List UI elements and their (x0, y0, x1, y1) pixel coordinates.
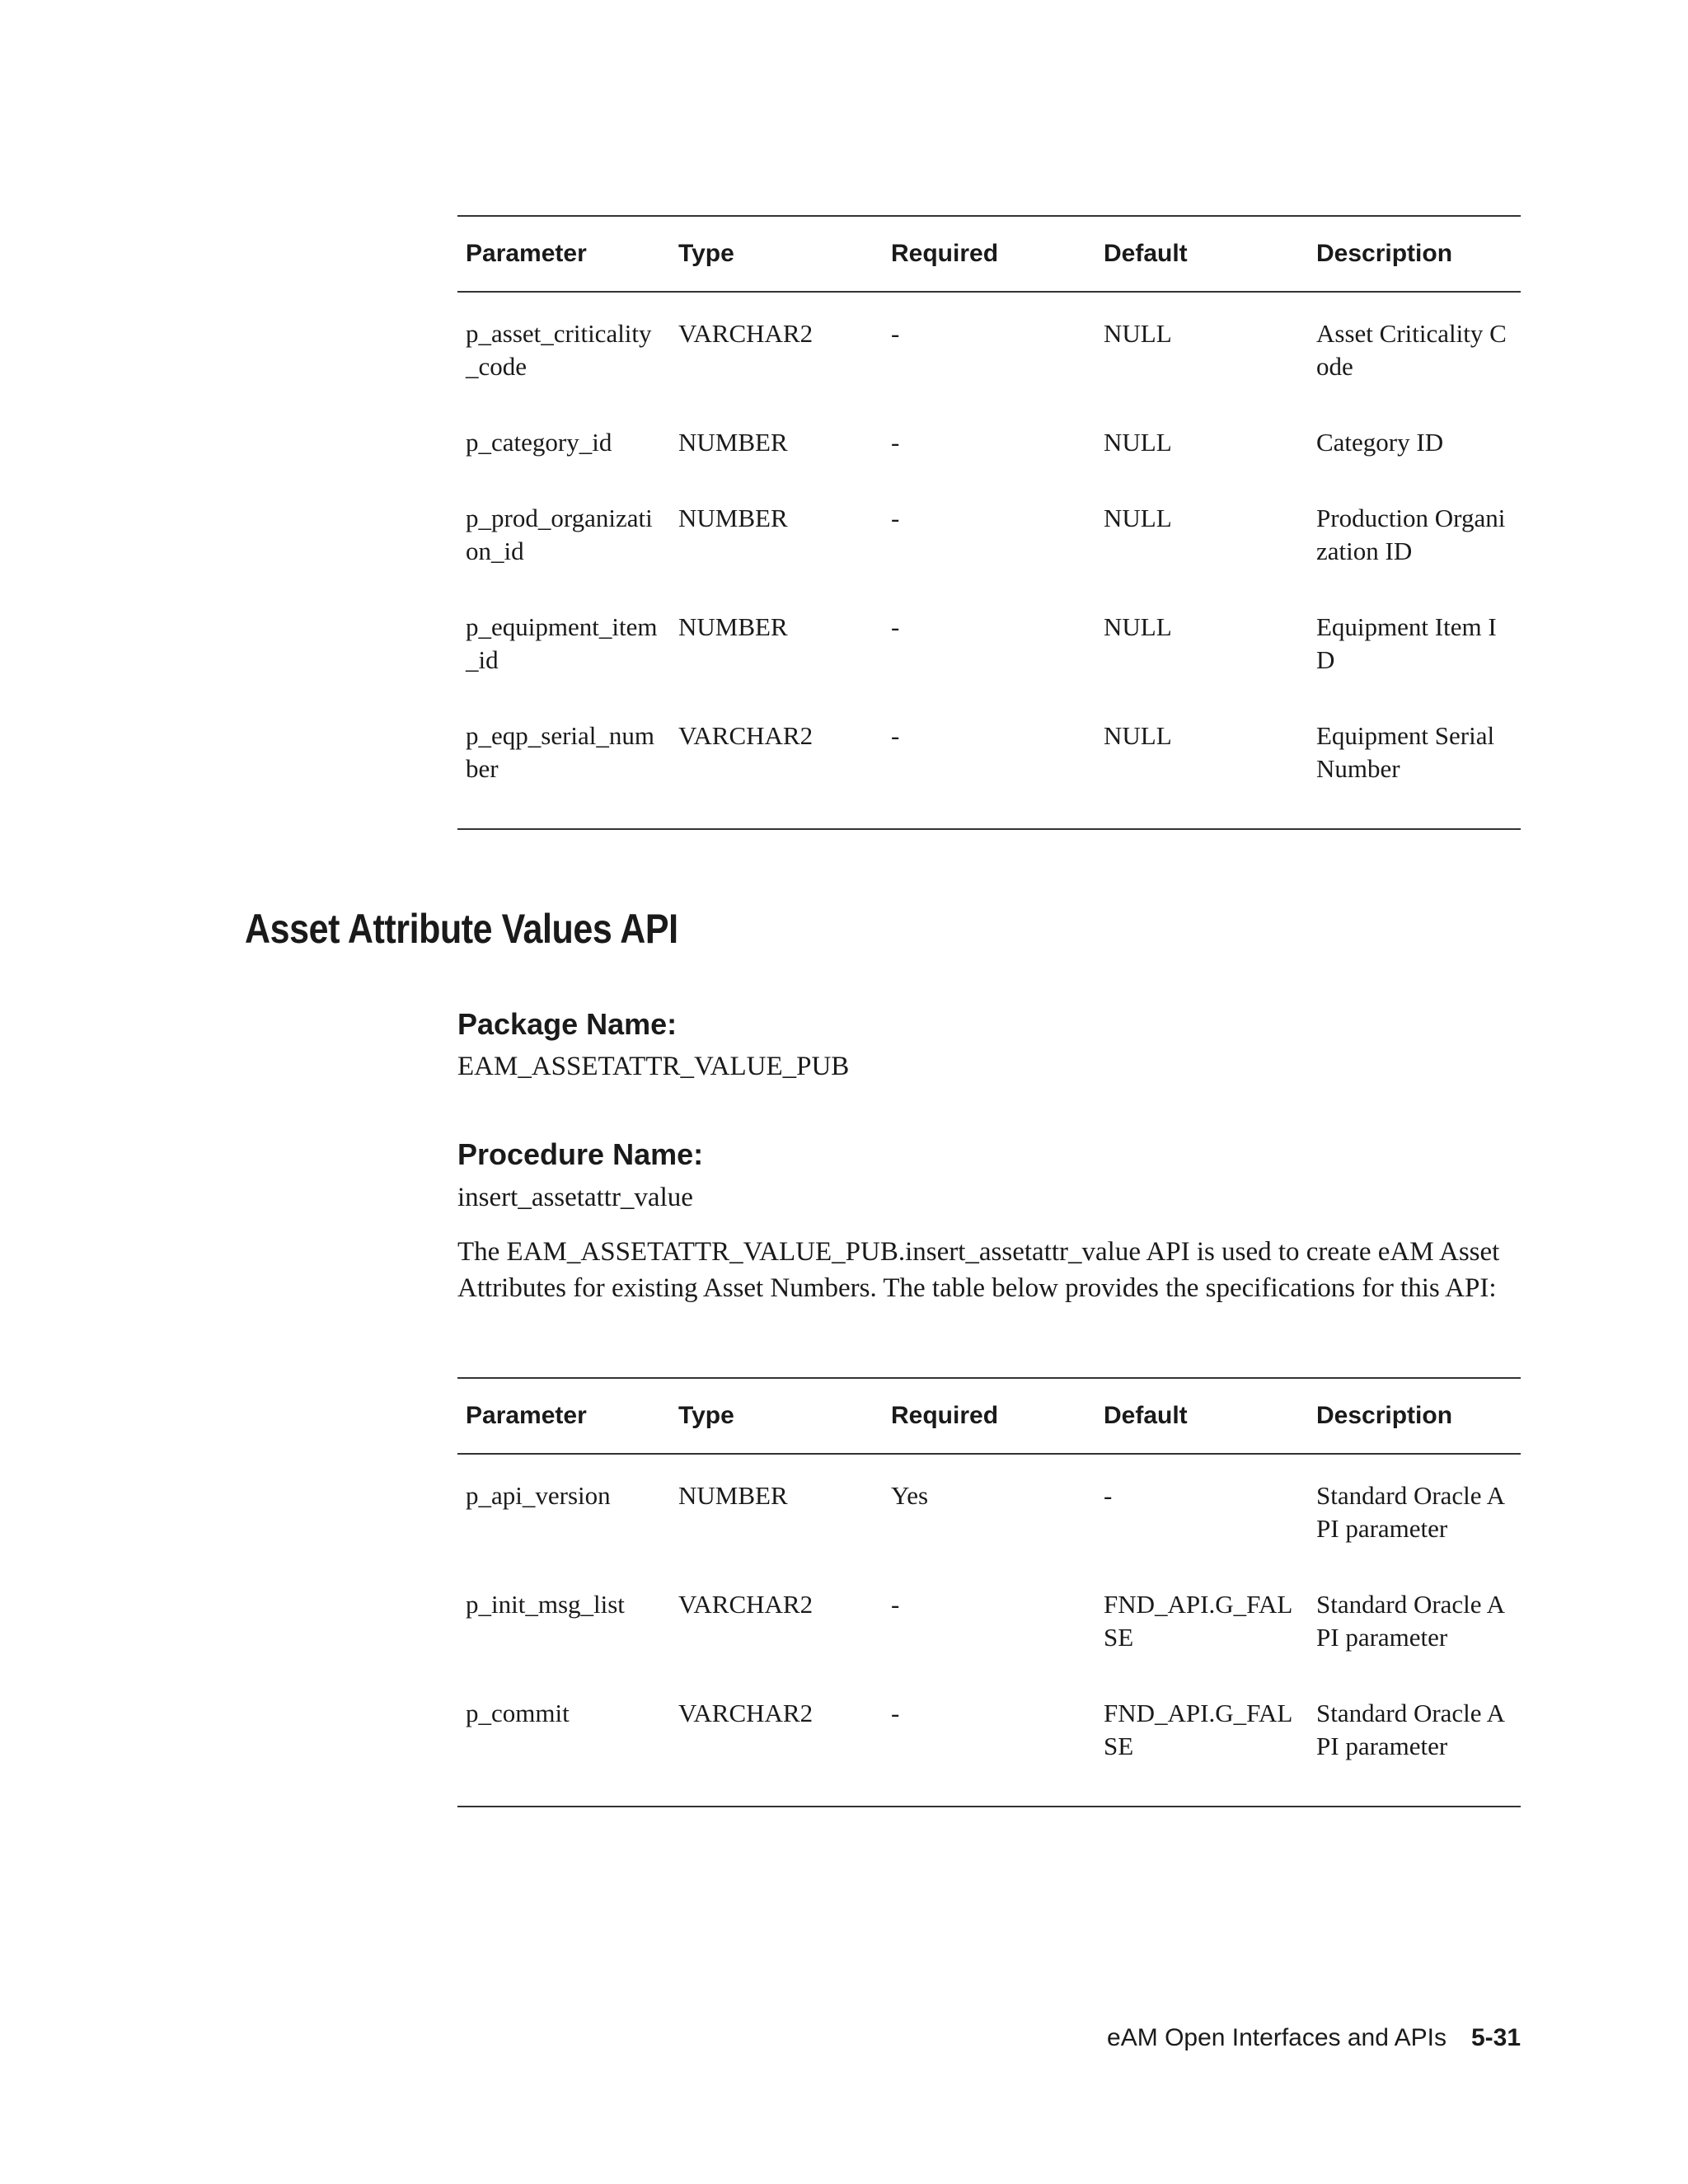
header-required: Required (891, 1402, 999, 1429)
procedure-name-value: insert_assetattr_value (457, 1183, 693, 1212)
cell-required: - (891, 1590, 900, 1619)
cell-required: - (891, 612, 900, 641)
cell-type: VARCHAR2 (678, 721, 814, 750)
header-default: Default (1104, 240, 1188, 267)
cell-default: NULL (1104, 612, 1172, 641)
cell-description: Standard Oracle API parameter (1316, 1699, 1505, 1760)
cell-description: Equipment Item ID (1316, 612, 1497, 674)
cell-type: VARCHAR2 (678, 1590, 814, 1619)
cell-description: Production Organization ID (1316, 504, 1506, 565)
package-name-label: Package Name: (457, 1007, 678, 1041)
header-description: Description (1316, 1402, 1453, 1429)
cell-required: - (891, 319, 900, 348)
cell-parameter: p_init_msg_list (466, 1590, 625, 1619)
cell-default: NULL (1104, 504, 1172, 532)
cell-required: - (891, 428, 900, 457)
cell-default: NULL (1104, 721, 1172, 750)
table-row (457, 502, 1521, 611)
table-header-row (457, 1378, 1521, 1454)
cell-default: FND_API.G_FALSE (1104, 1699, 1293, 1760)
header-default: Default (1104, 1402, 1188, 1429)
table-row (457, 1588, 1521, 1697)
table-row (457, 1454, 1521, 1588)
procedure-name-label: Procedure Name: (457, 1137, 704, 1171)
cell-parameter: p_equipment_item_id (466, 612, 658, 674)
parameter-table-1 (457, 215, 1521, 830)
parameter-table-2 (457, 1377, 1521, 1807)
table-header-row (457, 216, 1521, 292)
section-title: Asset Attribute Values API (245, 906, 678, 952)
cell-type: NUMBER (678, 1481, 788, 1510)
header-type: Type (678, 240, 734, 267)
cell-parameter: p_eqp_serial_number (466, 721, 655, 783)
cell-type: VARCHAR2 (678, 319, 814, 348)
cell-parameter: p_prod_organization_id (466, 504, 653, 565)
cell-required: - (891, 1699, 900, 1727)
api-description-paragraph: The EAM_ASSETATTR_VALUE_PUB.insert_assetattr_value API is used to create eAM Asset Attributes for existing Asset Numbers. The table below provides the specifications for this API: (457, 1237, 1500, 1303)
cell-required: - (891, 504, 900, 532)
cell-description: Standard Oracle API parameter (1316, 1590, 1505, 1652)
cell-parameter: p_api_version (466, 1481, 611, 1510)
page-number: 5-31 (1470, 2024, 1521, 2051)
cell-type: NUMBER (678, 612, 788, 641)
cell-default: NULL (1104, 319, 1172, 348)
cell-type: NUMBER (678, 504, 788, 532)
cell-default: NULL (1104, 428, 1172, 457)
table-row (457, 611, 1521, 719)
header-description: Description (1316, 240, 1453, 267)
cell-type: NUMBER (678, 428, 788, 457)
page-footer (1107, 2024, 1521, 2052)
table-row (457, 426, 1521, 502)
header-required: Required (891, 240, 999, 267)
header-parameter: Parameter (466, 1402, 587, 1429)
cell-required: - (891, 721, 900, 750)
cell-description: Equipment Serial Number (1316, 721, 1495, 783)
cell-parameter: p_category_id (466, 428, 612, 457)
cell-parameter: p_commit (466, 1699, 570, 1727)
cell-type: VARCHAR2 (678, 1699, 814, 1727)
cell-default: FND_API.G_FALSE (1104, 1590, 1293, 1652)
table-row (457, 1697, 1521, 1807)
cell-default: - (1104, 1481, 1113, 1510)
footer-title: eAM Open Interfaces and APIs (1107, 2024, 1447, 2051)
header-parameter: Parameter (466, 240, 587, 267)
table-row (457, 719, 1521, 829)
package-name-value: EAM_ASSETATTR_VALUE_PUB (457, 1052, 850, 1081)
cell-description: Category ID (1316, 428, 1444, 457)
cell-required: Yes (891, 1481, 929, 1510)
cell-description: Standard Oracle API parameter (1316, 1481, 1505, 1543)
header-type: Type (678, 1402, 734, 1429)
table-row (457, 292, 1521, 426)
cell-description: Asset Criticality Code (1316, 319, 1507, 381)
cell-parameter: p_asset_criticality_code (466, 319, 652, 381)
